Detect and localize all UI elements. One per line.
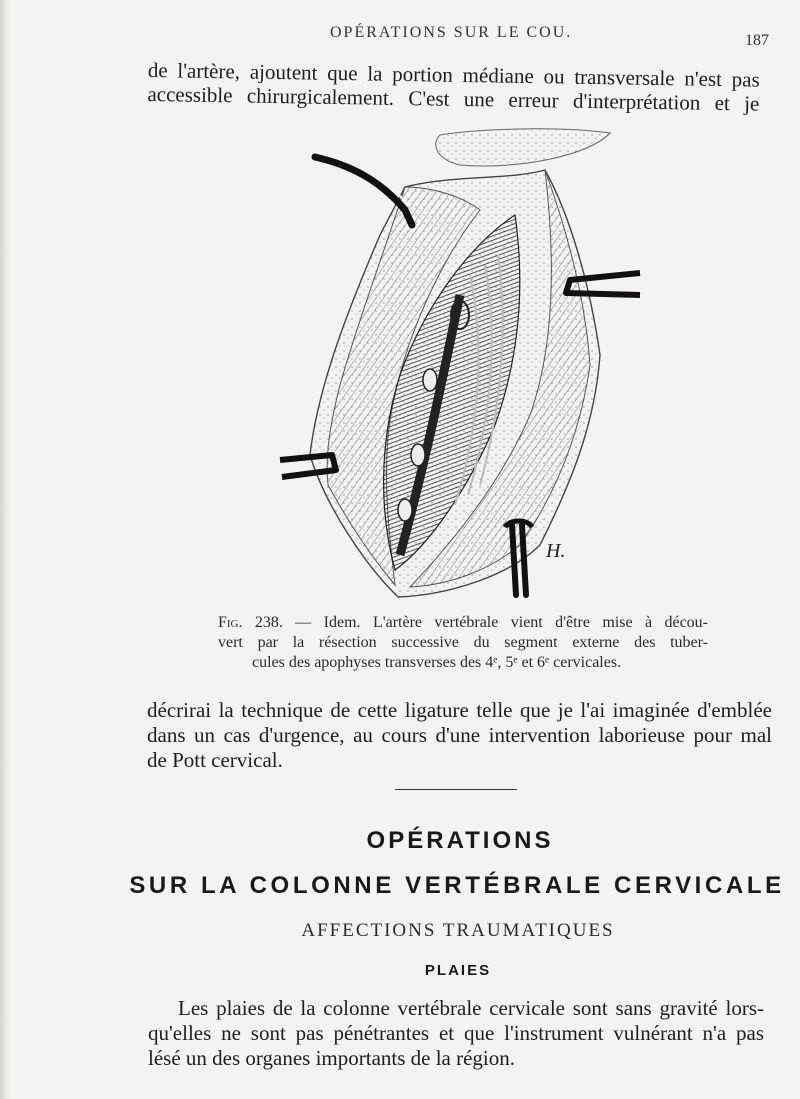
- wounds-line-3: lésé un des organes importants de la région.: [148, 1046, 516, 1070]
- tubercle: [398, 499, 412, 521]
- tubercle: [423, 369, 437, 391]
- section-divider: [395, 789, 517, 790]
- continuation-line-1: décrirai la technique de cette ligature telle que je l'ai imaginée d'emblée: [147, 698, 772, 722]
- section-subtitle: AFFECTIONS TRAUMATIQUES: [301, 920, 615, 941]
- section-title-line-1: OPÉRATIONS: [366, 827, 554, 854]
- section-title-line-2: SUR LA COLONNE VERTÉBRALE CERVICALE: [129, 872, 785, 899]
- intro-line-2: accessible chirurgicalement. C'est une erreur d'interprétation et je: [147, 81, 760, 116]
- continuation-paragraph: [147, 698, 772, 773]
- wounds-paragraph: [148, 996, 764, 1071]
- figure-caption: [218, 613, 708, 673]
- caption-line-3: cules des apophyses transverses des 4ᵉ, 5ᵉ et 6ᵉ cervicales.: [252, 654, 622, 671]
- continuation-line-2: dans un cas d'urgence, au cours d'une intervention laborieuse pour mal: [147, 723, 772, 747]
- caption-text-1: — Idem. L'artère vertébrale vient d'être mise à décou-: [295, 614, 709, 631]
- wounds-line-2: qu'elles ne sont pas pénétrantes et que l'instrument vulnérant n'a pas: [148, 1021, 764, 1045]
- tubercle: [411, 444, 425, 466]
- continuation-line-3: de Pott cervical.: [147, 748, 283, 772]
- page-number: 187: [745, 32, 769, 49]
- caption-label: Fig. 238.: [218, 614, 283, 631]
- intro-paragraph: [147, 58, 760, 116]
- running-title: OPÉRATIONS SUR LE COU.: [330, 24, 573, 41]
- section-subheading: PLAIES: [424, 962, 492, 979]
- surgical-illustration: [270, 125, 660, 605]
- caption-line-1: [218, 613, 708, 633]
- intro-line-1: de l'artère, ajoutent que la portion médiane ou transversale n'est pas: [147, 58, 760, 92]
- wounds-line-1: Les plaies de la colonne vertébrale cervicale sont sans gravité lors-: [178, 996, 764, 1020]
- caption-line-2: vert par la résection successive du segment externe des tuber-: [218, 634, 708, 651]
- engraver-signature: H.: [546, 540, 566, 562]
- skin-fold: [436, 129, 610, 166]
